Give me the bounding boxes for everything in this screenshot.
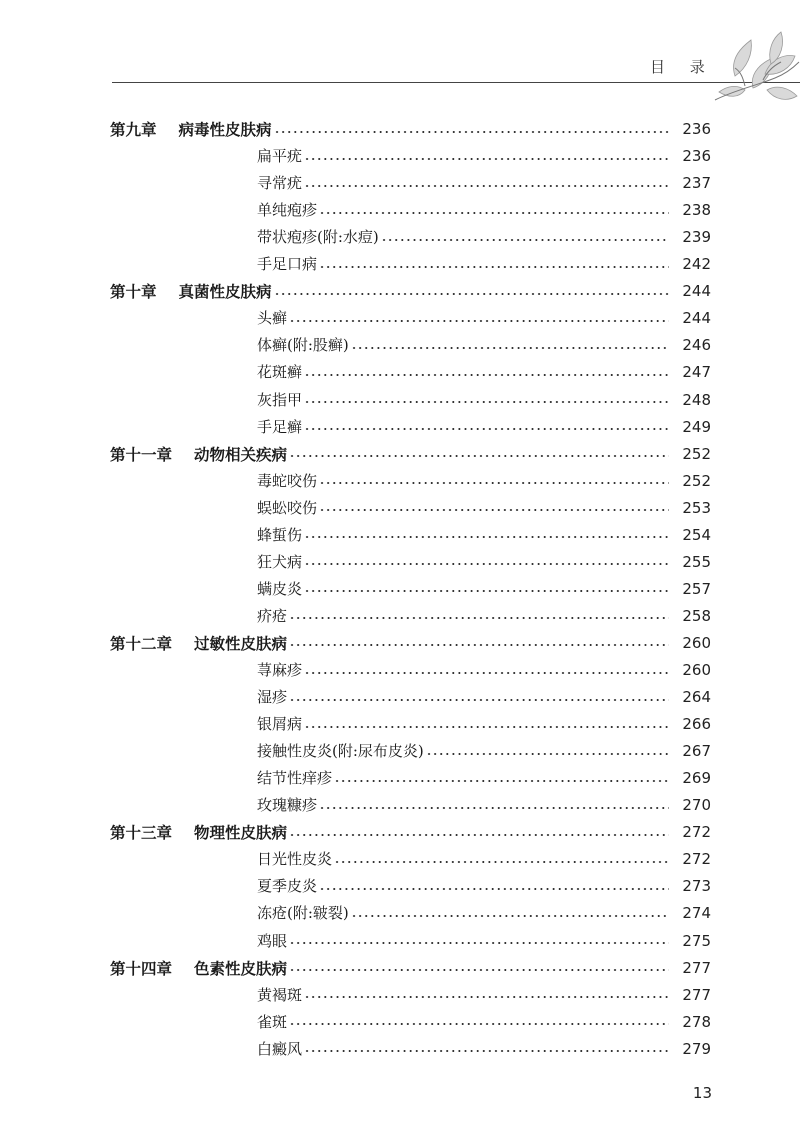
toc-page-number: 266 bbox=[682, 715, 711, 734]
toc-page-number: 272 bbox=[682, 823, 711, 842]
toc-entry-row[interactable] bbox=[257, 684, 711, 711]
toc-entry-row[interactable] bbox=[257, 359, 711, 386]
entry-title: 雀斑 bbox=[257, 1012, 288, 1031]
page-number: 13 bbox=[692, 1084, 712, 1102]
toc-chapter-row[interactable] bbox=[110, 630, 711, 657]
dot-leader bbox=[304, 672, 669, 674]
chapter-title: 病毒性皮肤病 bbox=[178, 120, 272, 139]
dot-leader bbox=[319, 509, 669, 511]
toc-entry-row[interactable] bbox=[257, 792, 711, 819]
entry-title: 手足口病 bbox=[257, 255, 318, 274]
entry-title: 狂犬病 bbox=[257, 552, 303, 571]
toc-page-number: 237 bbox=[682, 174, 711, 193]
toc-page-number: 252 bbox=[682, 471, 711, 490]
entry-title: 蜂蜇伤 bbox=[257, 525, 303, 544]
chapter-number: 第十二章 bbox=[110, 633, 173, 653]
entry-title: 鸡眼 bbox=[257, 931, 288, 950]
dot-leader bbox=[274, 131, 669, 133]
entry-title: 结节性痒疹 bbox=[257, 769, 333, 788]
dot-leader bbox=[426, 753, 669, 755]
toc-page-number: 278 bbox=[682, 1012, 711, 1031]
toc-page-number: 274 bbox=[682, 904, 711, 923]
toc-chapter-row[interactable] bbox=[110, 278, 711, 305]
dot-leader bbox=[289, 1023, 669, 1025]
toc-entry-row[interactable] bbox=[257, 387, 711, 414]
toc-page-number: 273 bbox=[682, 877, 711, 896]
leaf-decoration-icon bbox=[705, 28, 800, 108]
entry-title: 螨皮炎 bbox=[257, 579, 303, 598]
entry-title: 毒蛇咬伤 bbox=[257, 471, 318, 490]
entry-title: 银屑病 bbox=[257, 715, 303, 734]
entry-title: 头癣 bbox=[257, 309, 288, 328]
entry-title: 夏季皮炎 bbox=[257, 877, 318, 896]
dot-leader bbox=[289, 617, 669, 619]
dot-leader bbox=[289, 834, 669, 836]
entry-title: 花斑癣 bbox=[257, 363, 303, 382]
entry-title: 黄褐斑 bbox=[257, 985, 303, 1004]
toc-entry-row[interactable] bbox=[257, 711, 711, 738]
entry-title: 灰指甲 bbox=[257, 390, 303, 409]
toc-entry-row[interactable] bbox=[257, 332, 711, 359]
dot-leader bbox=[304, 185, 669, 187]
toc-page-number: 270 bbox=[682, 796, 711, 815]
entry-title: 接触性皮炎(附:尿布皮炎) bbox=[257, 742, 424, 761]
toc-page-number: 277 bbox=[682, 985, 711, 1004]
entry-title: 寻常疣 bbox=[257, 174, 303, 193]
toc-page-number: 264 bbox=[682, 688, 711, 707]
toc-entry-row[interactable] bbox=[257, 305, 711, 332]
toc-page-number: 252 bbox=[682, 444, 711, 463]
dot-leader bbox=[289, 942, 669, 944]
dot-leader bbox=[304, 374, 669, 376]
toc-chapter-row[interactable] bbox=[110, 955, 711, 982]
dot-leader bbox=[304, 996, 669, 998]
dot-leader bbox=[319, 266, 669, 268]
dot-leader bbox=[351, 347, 669, 349]
toc-entry-row[interactable] bbox=[257, 495, 711, 522]
dot-leader bbox=[304, 428, 669, 430]
chapter-title: 真菌性皮肤病 bbox=[178, 282, 272, 302]
toc-page-number: 244 bbox=[682, 309, 711, 328]
dot-leader bbox=[319, 482, 669, 484]
toc-entry-row[interactable] bbox=[257, 928, 711, 955]
dot-leader bbox=[351, 915, 669, 917]
toc-page-number: 248 bbox=[682, 390, 711, 409]
entry-title: 白癜风 bbox=[257, 1039, 303, 1058]
chapter-title: 过敏性皮肤病 bbox=[194, 633, 288, 653]
chapter-title: 物理性皮肤病 bbox=[194, 823, 288, 843]
toc-entry-row[interactable] bbox=[257, 224, 711, 251]
toc-page-number: 249 bbox=[682, 417, 711, 436]
header-rule bbox=[112, 82, 800, 83]
entry-title: 带状疱疹(附:水痘) bbox=[257, 228, 379, 247]
entry-title: 湿疹 bbox=[257, 688, 288, 707]
chapter-number: 第十章 bbox=[110, 282, 157, 302]
toc-page-number: 244 bbox=[682, 282, 711, 301]
chapter-number: 第十一章 bbox=[110, 444, 173, 464]
dot-leader bbox=[289, 699, 669, 701]
dot-leader bbox=[289, 455, 669, 457]
toc-entry-row[interactable] bbox=[257, 873, 711, 900]
toc-entry-row[interactable] bbox=[257, 251, 711, 278]
toc-page-number: 258 bbox=[682, 606, 711, 625]
chapter-number: 第九章 bbox=[110, 120, 157, 139]
toc-entry-row[interactable] bbox=[257, 603, 711, 630]
toc-page-number: 269 bbox=[682, 769, 711, 788]
entry-title: 玫瑰糠疹 bbox=[257, 796, 318, 815]
toc-entry-row[interactable] bbox=[257, 657, 711, 684]
toc-entry-row[interactable] bbox=[257, 765, 711, 792]
toc-entry-row[interactable] bbox=[257, 468, 711, 495]
chapter-number: 第十四章 bbox=[110, 958, 173, 978]
dot-leader bbox=[304, 536, 669, 538]
chapter-title: 色素性皮肤病 bbox=[194, 958, 288, 978]
dot-leader bbox=[304, 726, 669, 728]
toc-page-number: 272 bbox=[682, 850, 711, 869]
toc-entry-row[interactable] bbox=[257, 846, 711, 873]
dot-leader bbox=[334, 780, 669, 782]
toc-page-number: 255 bbox=[682, 552, 711, 571]
toc-page-number: 254 bbox=[682, 525, 711, 544]
toc-entry-row[interactable] bbox=[257, 197, 711, 224]
toc-page-number: 239 bbox=[682, 228, 711, 247]
toc-page-number: 267 bbox=[682, 742, 711, 761]
entry-title: 单纯疱疹 bbox=[257, 201, 318, 220]
toc-entry-row[interactable] bbox=[257, 414, 711, 441]
toc-page-number: 242 bbox=[682, 255, 711, 274]
toc-page-number: 277 bbox=[682, 958, 711, 977]
toc-page-number: 253 bbox=[682, 498, 711, 517]
dot-leader bbox=[289, 320, 669, 322]
toc-page-number: 260 bbox=[682, 633, 711, 652]
entry-title: 疥疮 bbox=[257, 606, 288, 625]
toc-chapter-row[interactable] bbox=[110, 116, 711, 143]
dot-leader bbox=[304, 563, 669, 565]
dot-leader bbox=[304, 590, 669, 592]
entry-title: 蜈蚣咬伤 bbox=[257, 498, 318, 517]
toc-entry-row[interactable] bbox=[257, 1036, 711, 1063]
toc-entry-row[interactable] bbox=[257, 549, 711, 576]
toc-entry-row[interactable] bbox=[257, 900, 711, 927]
dot-leader bbox=[304, 1050, 669, 1052]
toc-page-number: 260 bbox=[682, 661, 711, 679]
toc-page-number: 238 bbox=[682, 201, 711, 220]
toc-page-number: 275 bbox=[682, 931, 711, 950]
toc-page-number: 247 bbox=[682, 363, 711, 382]
toc-page-number: 257 bbox=[682, 579, 711, 598]
dot-leader bbox=[304, 158, 669, 160]
toc-chapter-row[interactable] bbox=[110, 441, 711, 468]
chapter-number: 第十三章 bbox=[110, 823, 173, 843]
entry-title: 手足癣 bbox=[257, 417, 303, 436]
toc-page-number: 236 bbox=[682, 147, 711, 166]
entry-title: 扁平疣 bbox=[257, 147, 303, 166]
dot-leader bbox=[289, 644, 669, 646]
toc-entry-row[interactable] bbox=[257, 576, 711, 603]
toc-entry-row[interactable] bbox=[257, 1009, 711, 1036]
toc-entry-row[interactable] bbox=[257, 143, 711, 170]
dot-leader bbox=[319, 888, 669, 890]
running-header-title: 目 录 bbox=[650, 58, 715, 76]
toc-page-number: 246 bbox=[682, 336, 711, 355]
dot-leader bbox=[381, 239, 669, 241]
chapter-title: 动物相关疾病 bbox=[194, 444, 288, 464]
entry-title: 日光性皮炎 bbox=[257, 850, 333, 869]
entry-title: 冻疮(附:皲裂) bbox=[257, 904, 349, 923]
toc-chapter-row[interactable] bbox=[110, 819, 711, 846]
toc-entry-row[interactable] bbox=[257, 170, 711, 197]
entry-title: 体癣(附:股癣) bbox=[257, 336, 349, 355]
dot-leader bbox=[319, 807, 669, 809]
dot-leader bbox=[274, 293, 669, 295]
toc-page-number: 236 bbox=[682, 120, 711, 138]
toc-entry-row[interactable] bbox=[257, 738, 711, 765]
dot-leader bbox=[304, 401, 669, 403]
entry-title: 荨麻疹 bbox=[257, 661, 303, 679]
toc-page-number: 279 bbox=[682, 1039, 711, 1058]
dot-leader bbox=[289, 969, 669, 971]
dot-leader bbox=[319, 212, 669, 214]
dot-leader bbox=[334, 861, 669, 863]
toc-entry-row[interactable] bbox=[257, 522, 711, 549]
toc-entry-row[interactable] bbox=[257, 982, 711, 1009]
